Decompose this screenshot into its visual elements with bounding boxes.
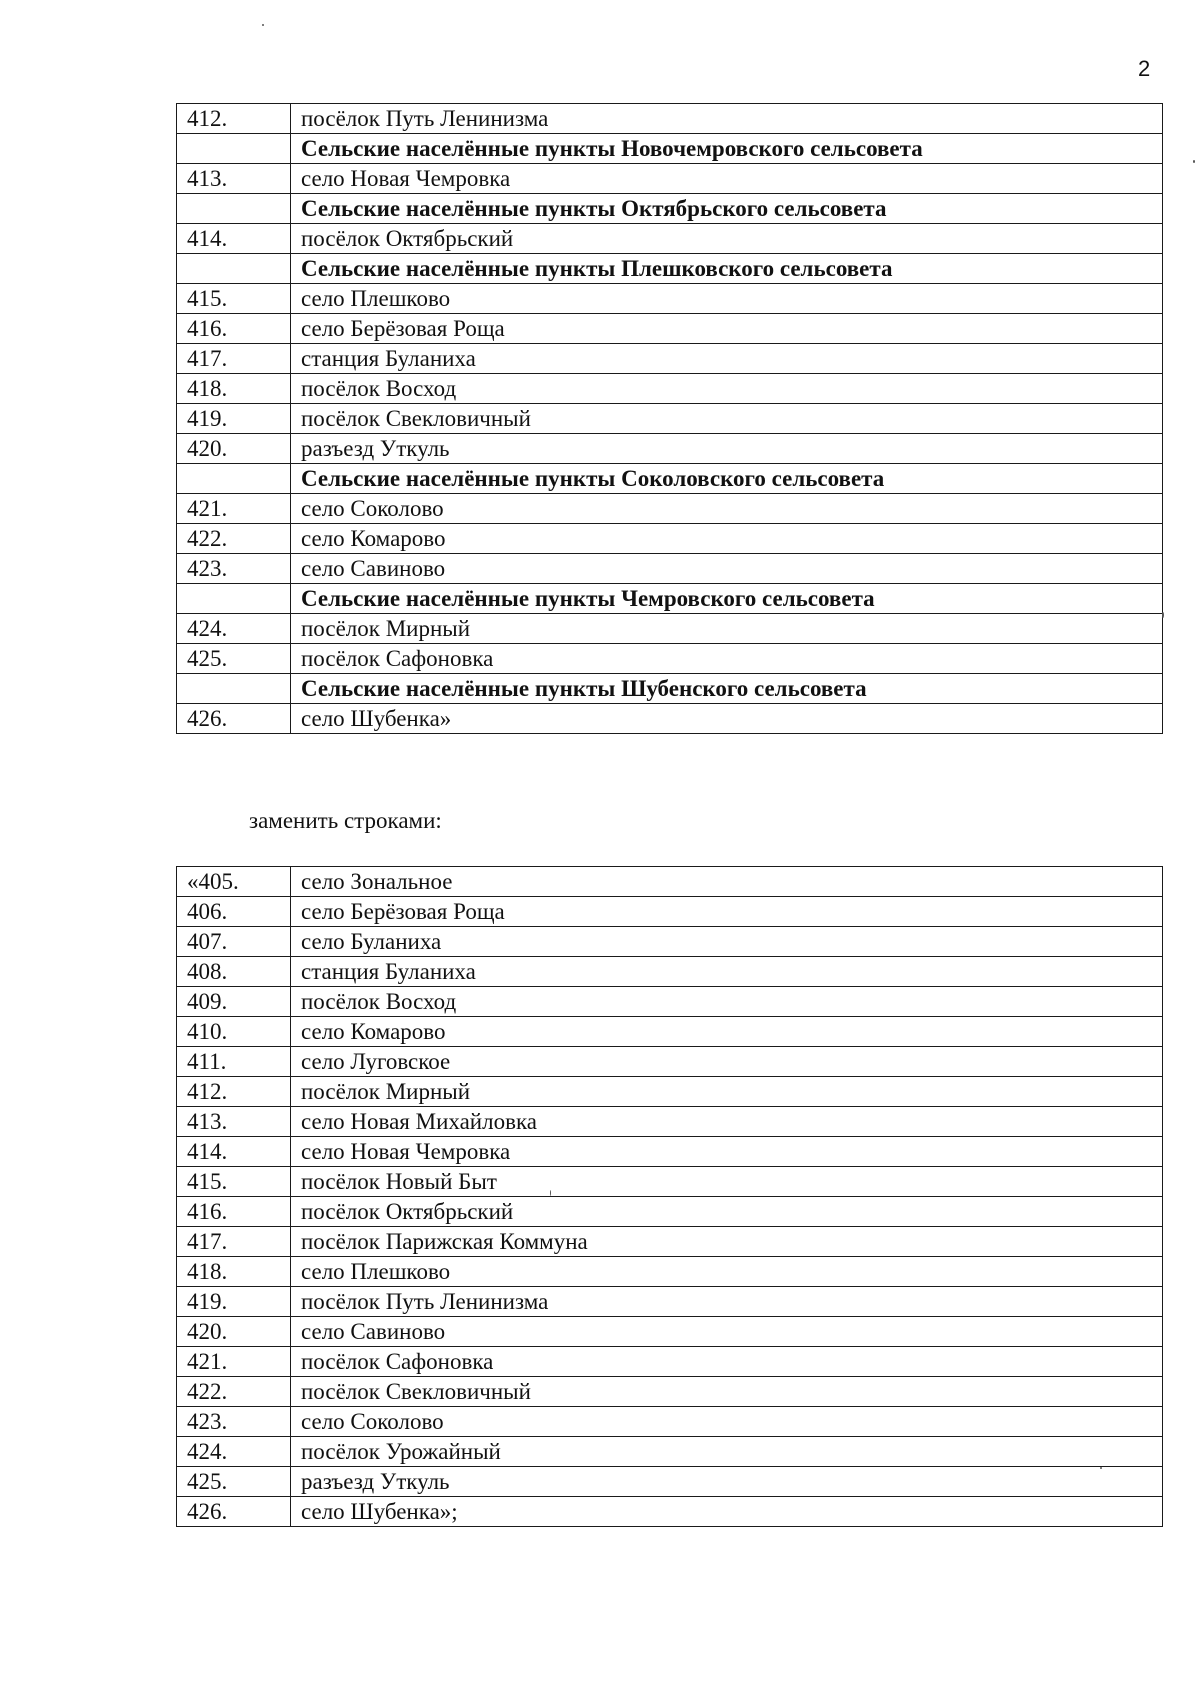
old-table-body xyxy=(177,104,1163,734)
settlement-name: село Берёзовая Роща xyxy=(291,314,1163,344)
settlement-name: село Савиново xyxy=(291,554,1163,584)
row-number: 413. xyxy=(177,1107,291,1137)
section-header-label: Сельские населённые пункты Шубенского сельсовета xyxy=(291,674,1163,704)
row-number: 424. xyxy=(177,614,291,644)
table-row xyxy=(177,644,1163,674)
settlement-name: посёлок Сафоновка xyxy=(291,644,1163,674)
settlement-name: село Соколово xyxy=(291,1407,1163,1437)
scan-speck xyxy=(1100,1467,1102,1469)
row-number: 408. xyxy=(177,957,291,987)
row-number: 412. xyxy=(177,104,291,134)
row-number: 414. xyxy=(177,1137,291,1167)
table-row xyxy=(177,284,1163,314)
table-row xyxy=(177,344,1163,374)
row-number: 425. xyxy=(177,644,291,674)
section-header-row xyxy=(177,584,1163,614)
table-row xyxy=(177,1287,1163,1317)
section-header-row xyxy=(177,134,1163,164)
table-row xyxy=(177,1077,1163,1107)
row-number xyxy=(177,584,291,614)
settlement-name: село Плешково xyxy=(291,284,1163,314)
row-number: 426. xyxy=(177,704,291,734)
row-number xyxy=(177,254,291,284)
table-row xyxy=(177,704,1163,734)
scan-speck xyxy=(1162,612,1164,618)
row-number: 419. xyxy=(177,1287,291,1317)
table-row xyxy=(177,1377,1163,1407)
row-number: 409. xyxy=(177,987,291,1017)
new-settlements-table xyxy=(176,866,1163,1527)
table-row xyxy=(177,224,1163,254)
settlement-name: посёлок Сафоновка xyxy=(291,1347,1163,1377)
row-number: 407. xyxy=(177,927,291,957)
table-row xyxy=(177,434,1163,464)
row-number xyxy=(177,464,291,494)
table-row xyxy=(177,897,1163,927)
settlement-name: посёлок Свекловичный xyxy=(291,404,1163,434)
replace-instruction: заменить строками: xyxy=(249,808,442,833)
section-header-label: Сельские населённые пункты Новочемровского сельсовета xyxy=(291,134,1163,164)
settlement-name: село Берёзовая Роща xyxy=(291,897,1163,927)
scan-speck xyxy=(550,1190,551,1196)
row-number: 422. xyxy=(177,524,291,554)
table-row xyxy=(177,1167,1163,1197)
table-row xyxy=(177,1197,1163,1227)
new-table-body xyxy=(177,867,1163,1527)
row-number: 420. xyxy=(177,1317,291,1347)
table-row xyxy=(177,1467,1163,1497)
table-row xyxy=(177,1437,1163,1467)
table-row xyxy=(177,1137,1163,1167)
section-header-row xyxy=(177,254,1163,284)
row-number: 421. xyxy=(177,494,291,524)
settlement-name: станция Буланиха xyxy=(291,344,1163,374)
settlement-name: село Плешково xyxy=(291,1257,1163,1287)
row-number: 424. xyxy=(177,1437,291,1467)
row-number: 412. xyxy=(177,1077,291,1107)
settlement-name: посёлок Путь Ленинизма xyxy=(291,104,1163,134)
row-number: 413. xyxy=(177,164,291,194)
table-row xyxy=(177,104,1163,134)
row-number xyxy=(177,674,291,704)
row-number: 425. xyxy=(177,1467,291,1497)
settlement-name: село Новая Чемровка xyxy=(291,1137,1163,1167)
table-row xyxy=(177,1047,1163,1077)
row-number: 416. xyxy=(177,314,291,344)
section-header-row xyxy=(177,464,1163,494)
settlement-name: село Луговское xyxy=(291,1047,1163,1077)
table-row xyxy=(177,1257,1163,1287)
table-row xyxy=(177,957,1163,987)
row-number: 415. xyxy=(177,1167,291,1197)
settlement-name: село Новая Чемровка xyxy=(291,164,1163,194)
table-row xyxy=(177,1497,1163,1527)
table-row xyxy=(177,867,1163,897)
row-number: 415. xyxy=(177,284,291,314)
settlement-name: посёлок Октябрьский xyxy=(291,1197,1163,1227)
table-row xyxy=(177,404,1163,434)
settlement-name: посёлок Урожайный xyxy=(291,1437,1163,1467)
section-header-row xyxy=(177,194,1163,224)
settlement-name: разъезд Уткуль xyxy=(291,434,1163,464)
table-row xyxy=(177,524,1163,554)
row-number: «405. xyxy=(177,867,291,897)
settlement-name: село Шубенка» xyxy=(291,704,1163,734)
section-header-label: Сельские населённые пункты Октябрьского сельсовета xyxy=(291,194,1163,224)
scan-speck xyxy=(262,24,264,26)
table-row xyxy=(177,614,1163,644)
table-row xyxy=(177,927,1163,957)
page-number: 2 xyxy=(1138,56,1151,81)
row-number: 416. xyxy=(177,1197,291,1227)
settlement-name: посёлок Путь Ленинизма xyxy=(291,1287,1163,1317)
table-row xyxy=(177,554,1163,584)
row-number: 420. xyxy=(177,434,291,464)
row-number xyxy=(177,134,291,164)
row-number: 417. xyxy=(177,1227,291,1257)
section-header-label: Сельские населённые пункты Плешковского сельсовета xyxy=(291,254,1163,284)
settlement-name: посёлок Парижская Коммуна xyxy=(291,1227,1163,1257)
settlement-name: село Новая Михайловка xyxy=(291,1107,1163,1137)
table-row xyxy=(177,374,1163,404)
settlement-name: посёлок Мирный xyxy=(291,614,1163,644)
table-row xyxy=(177,1347,1163,1377)
settlement-name: разъезд Уткуль xyxy=(291,1467,1163,1497)
table-row xyxy=(177,164,1163,194)
section-header-row xyxy=(177,674,1163,704)
table-row xyxy=(177,1017,1163,1047)
row-number: 418. xyxy=(177,374,291,404)
settlement-name: село Савиново xyxy=(291,1317,1163,1347)
scan-speck xyxy=(1193,160,1195,163)
old-settlements-table xyxy=(176,103,1163,734)
table-row xyxy=(177,1227,1163,1257)
settlement-name: посёлок Новый Быт xyxy=(291,1167,1163,1197)
table-row xyxy=(177,1317,1163,1347)
settlement-name: село Комарово xyxy=(291,1017,1163,1047)
settlement-name: посёлок Свекловичный xyxy=(291,1377,1163,1407)
row-number: 418. xyxy=(177,1257,291,1287)
row-number: 423. xyxy=(177,554,291,584)
row-number: 423. xyxy=(177,1407,291,1437)
table-row xyxy=(177,1107,1163,1137)
row-number: 417. xyxy=(177,344,291,374)
settlement-name: село Шубенка»; xyxy=(291,1497,1163,1527)
settlement-name: посёлок Восход xyxy=(291,987,1163,1017)
settlement-name: село Зональное xyxy=(291,867,1163,897)
settlement-name: посёлок Октябрьский xyxy=(291,224,1163,254)
settlement-name: село Комарово xyxy=(291,524,1163,554)
row-number: 426. xyxy=(177,1497,291,1527)
table-row xyxy=(177,1407,1163,1437)
table-row xyxy=(177,314,1163,344)
settlement-name: село Соколово xyxy=(291,494,1163,524)
settlement-name: посёлок Мирный xyxy=(291,1077,1163,1107)
row-number: 406. xyxy=(177,897,291,927)
settlement-name: станция Буланиха xyxy=(291,957,1163,987)
settlement-name: село Буланиха xyxy=(291,927,1163,957)
table-row xyxy=(177,987,1163,1017)
row-number: 419. xyxy=(177,404,291,434)
settlement-name: посёлок Восход xyxy=(291,374,1163,404)
row-number: 421. xyxy=(177,1347,291,1377)
row-number xyxy=(177,194,291,224)
row-number: 410. xyxy=(177,1017,291,1047)
section-header-label: Сельские населённые пункты Соколовского сельсовета xyxy=(291,464,1163,494)
row-number: 411. xyxy=(177,1047,291,1077)
section-header-label: Сельские населённые пункты Чемровского сельсовета xyxy=(291,584,1163,614)
table-row xyxy=(177,494,1163,524)
row-number: 422. xyxy=(177,1377,291,1407)
row-number: 414. xyxy=(177,224,291,254)
